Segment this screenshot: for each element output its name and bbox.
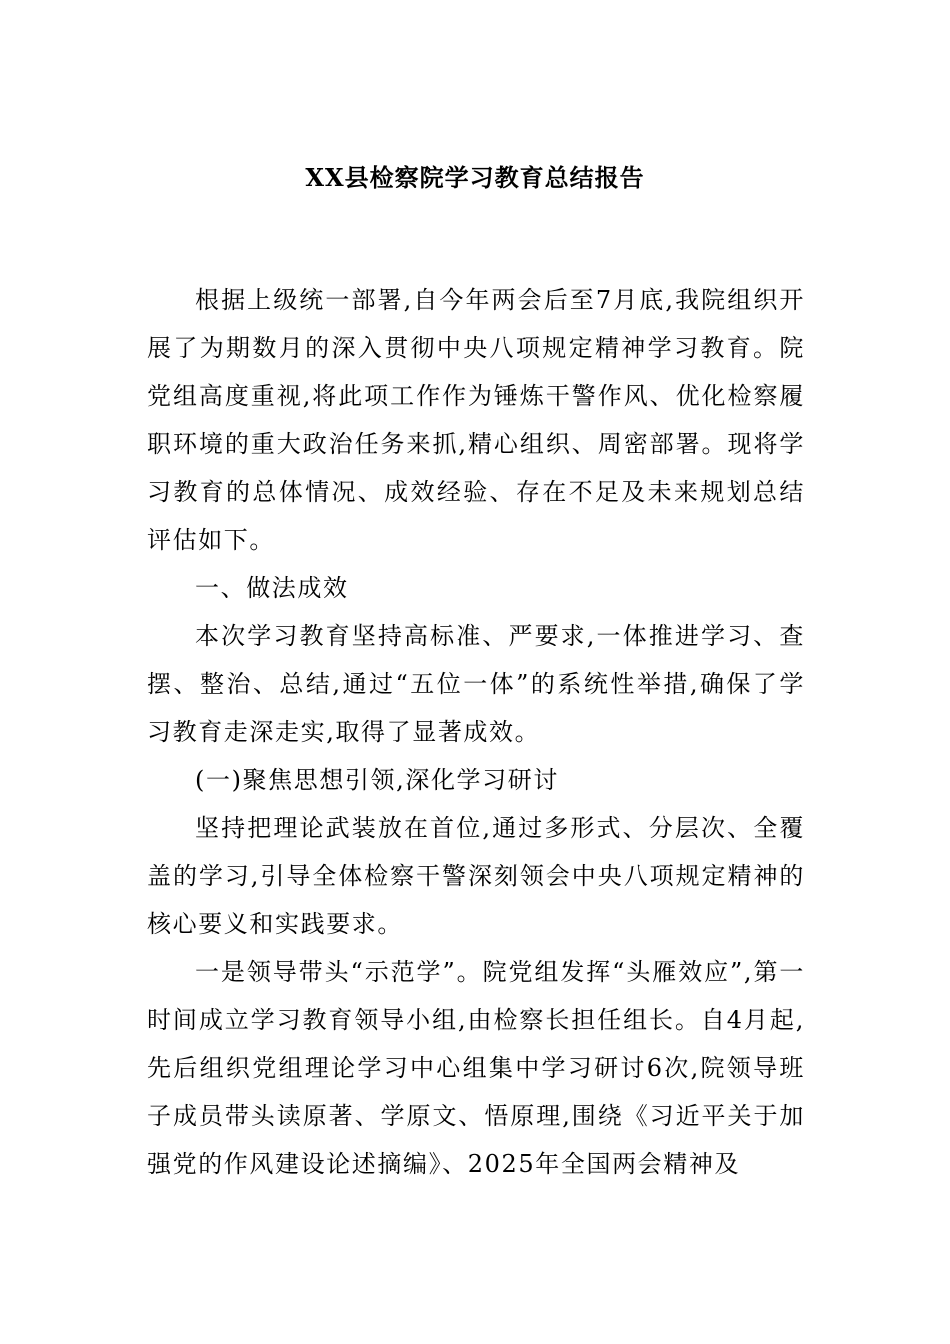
paragraph-section-summary: 本次学习教育坚持高标准、严要求,一体推进学习、查摆、整治、总结,通过“五位一体”的系统性举措,确保了学习教育走深走实,取得了显著成效。 <box>147 622 805 746</box>
subsection-heading-1: (一)聚焦思想引领,深化学习研讨 <box>195 766 559 794</box>
section-heading-practices: 一、做法成效 <box>195 574 349 602</box>
paragraph-subsection-1: 坚持把理论武装放在首位,通过多形式、分层次、全覆盖的学习,引导全体检察干警深刻领会中央八项规定精神的核心要义和实践要求。 <box>147 814 805 938</box>
document-body <box>147 276 805 1188</box>
paragraph-intro: 根据上级统一部署,自今年两会后至7月底,我院组织开展了为期数月的深入贯彻中央八项规定精神学习教育。院党组高度重视,将此项工作作为锤炼干警作风、优化检察履职环境的重大政治任务来抓,精心组织、周密部署。现将学习教育的总体情况、成效经验、存在不足及未来规划总结评估如下。 <box>147 286 805 554</box>
paragraph-leadership-example: 一是领导带头“示范学”。院党组发挥“头雁效应”,第一时间成立学习教育领导小组,由检察长担任组长。自4月起,先后组织党组理论学习中心组集中学习研讨6次,院领导班子成员带头读原著、学原文、悟原理,围绕《习近平关于加强党的作风建设论述摘编》、2025年全国两会精神及 <box>147 958 805 1178</box>
document-title: XX县检察院学习教育总结报告 <box>305 163 645 192</box>
